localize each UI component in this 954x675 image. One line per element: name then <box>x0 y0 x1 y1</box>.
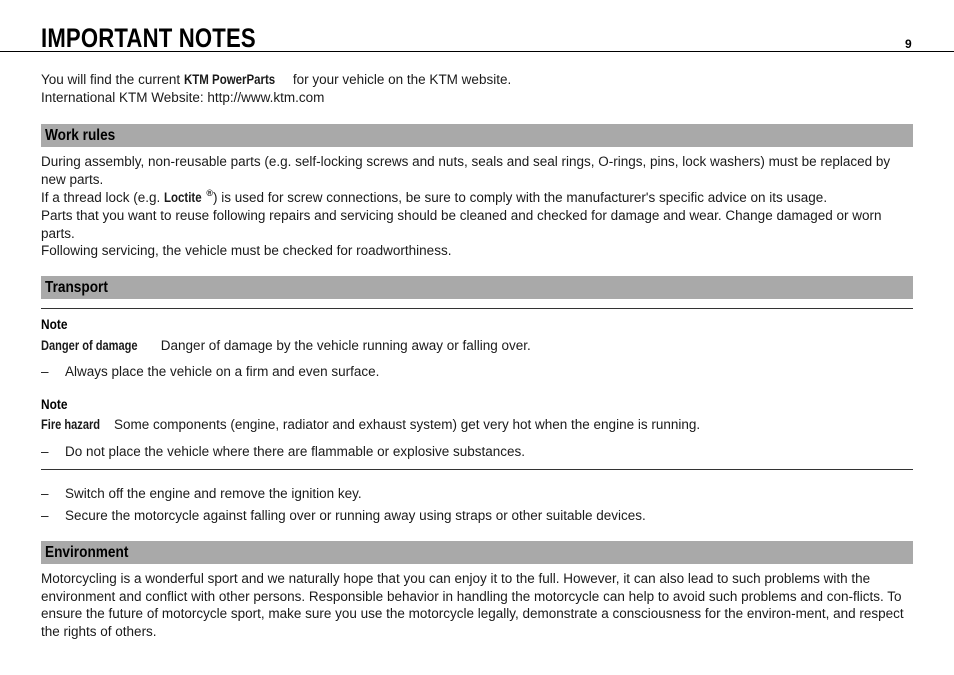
work-rules-para-2-post: ) is used for screw connections, be sure to comply with the manufacturer's specific advice on its usage. <box>212 190 828 205</box>
intro-text-end: for your vehicle on the KTM website. <box>289 72 512 87</box>
dash-bullet: – <box>41 364 49 379</box>
signal-text: Some components (engine, radiator and exhaust system) get very hot when the engine is running. <box>114 417 701 432</box>
dash-bullet: – <box>41 508 49 523</box>
section-heading-transport: Transport <box>45 279 108 296</box>
list-item-text: Do not place the vehicle where there are flammable or explosive substances. <box>65 444 525 459</box>
work-rules-para-2 <box>41 189 913 207</box>
signal-word: Danger of damage <box>41 338 138 353</box>
loctite-label: Loctite <box>164 190 202 205</box>
note-signal-line <box>41 416 700 434</box>
list-item <box>41 443 525 461</box>
intro-line-2: International KTM Website: http://www.ktm.com <box>41 90 325 105</box>
list-item <box>41 485 362 503</box>
work-rules-para-4: Following servicing, the vehicle must be checked for roadworthiness. <box>41 243 452 258</box>
intro-text: You will find the current <box>41 72 184 87</box>
section-heading-environment: Environment <box>45 544 129 561</box>
note-title: Note <box>41 316 68 332</box>
note-signal-line <box>41 337 531 355</box>
section-bar-transport <box>41 276 913 299</box>
work-rules-para-3: Parts that you want to reuse following repairs and servicing should be cleaned and checked for damage and wear. Change damaged or worn parts. <box>41 208 882 241</box>
list-item-text: Always place the vehicle on a firm and even surface. <box>65 364 380 379</box>
note-divider-top <box>41 308 913 309</box>
note-title: Note <box>41 396 68 412</box>
list-item <box>41 507 646 525</box>
list-item-text: Secure the motorcycle against falling over or running away using straps or other suitable devices. <box>65 508 646 523</box>
list-item-text: Switch off the engine and remove the ignition key. <box>65 486 362 501</box>
environment-para: Motorcycling is a wonderful sport and we naturally hope that you can enjoy it to the full. However, it can also lead to such problems with the environment and conflict with other persons. Responsible behavior in handling the motorcycle can help to avoid such problems and con-flicts. To ensure the future of motorcycle sport, make sure you use the motorcycle legally, demonstrate a consciousness for the environ-ment, and respect the rights of others. <box>41 571 904 639</box>
intro-line-1 <box>41 71 913 89</box>
work-rules-para-1: During assembly, non-reusable parts (e.g. self-locking screws and nuts, seals and seal rings, O-rings, pins, lock washers) must be replaced by new parts. <box>41 154 891 187</box>
signal-text: Danger of damage by the vehicle running away or falling over. <box>160 338 531 353</box>
section-heading-work-rules: Work rules <box>45 127 116 144</box>
dash-bullet: – <box>41 486 49 501</box>
registered-mark: ® <box>206 188 213 198</box>
work-rules-para-2-pre: If a thread lock (e.g. <box>41 190 165 205</box>
ktm-powerparts-label: KTM PowerParts <box>183 72 276 87</box>
page-title: IMPORTANT NOTES <box>41 23 256 53</box>
signal-word: Fire hazard <box>41 417 101 432</box>
note-divider-bottom <box>41 469 913 470</box>
dash-bullet: – <box>41 444 49 459</box>
section-bar-environment <box>41 541 913 564</box>
section-bar-work-rules <box>41 124 913 147</box>
page-header <box>0 22 954 52</box>
page-number: 9 <box>905 37 912 51</box>
list-item <box>41 363 379 381</box>
